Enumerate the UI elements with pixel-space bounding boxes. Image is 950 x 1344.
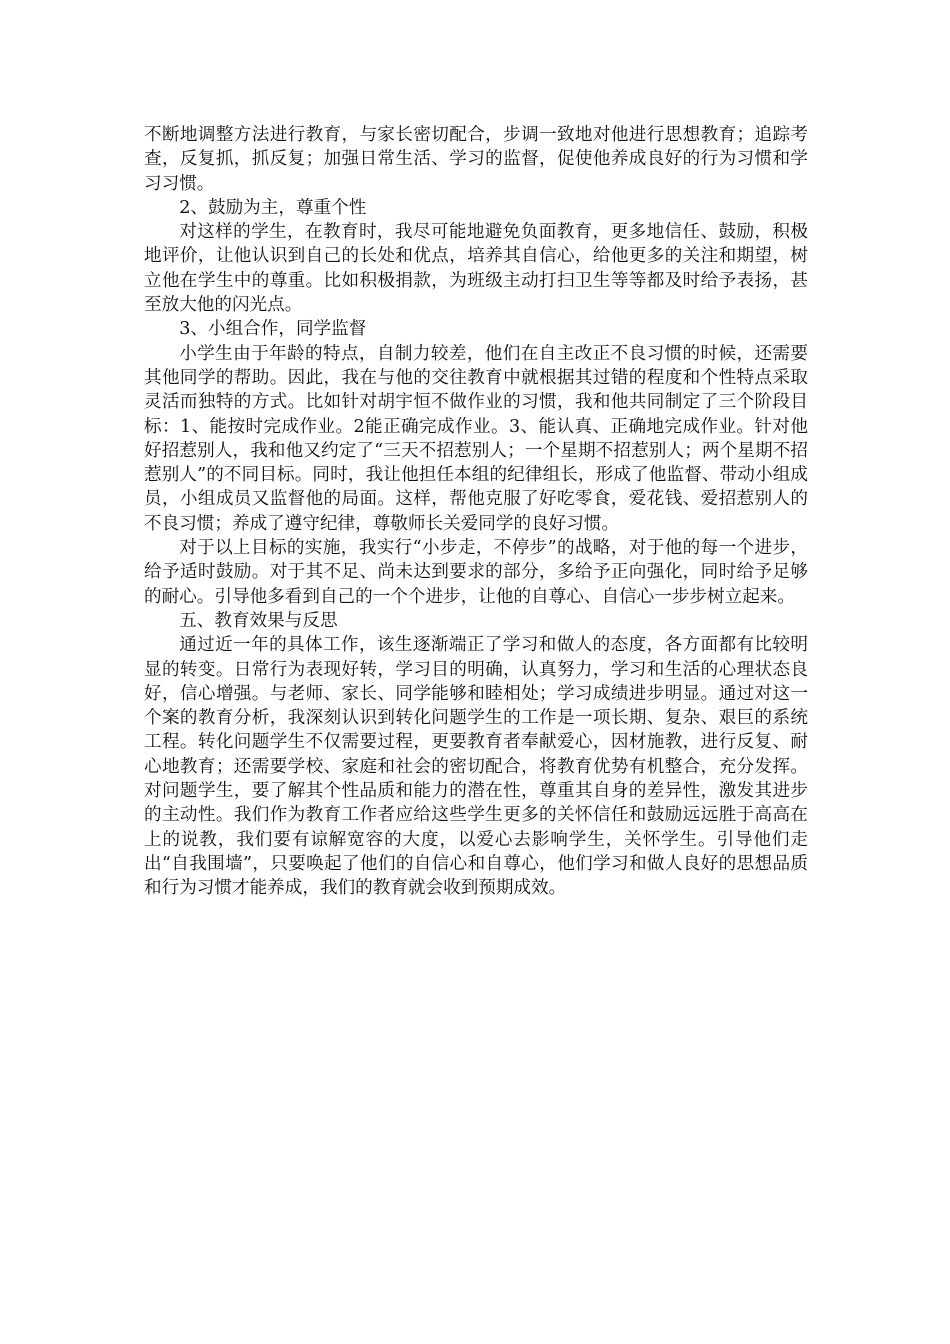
paragraph-encourage: 对这样的学生，在教育时，我尽可能地避免负面教育，更多地信任、鼓励，积极地评价，让他认识到自己的长处和优点，培养其自信心，给他更多的关注和期望，树立他在学生中的尊重。比如积极捐款，为班级主动打扫卫生等等都及时给予表扬，甚至放大他的闪光点。	[144, 222, 808, 316]
paragraph-continuation: 不断地调整方法进行教育，与家长密切配合，步调一致地对他进行思想教育；追踪考查，反复抓，抓反复；加强日常生活、学习的监督，促使他养成良好的行为习惯和学习习惯。	[144, 125, 808, 194]
document-page	[144, 123, 808, 901]
section-heading-results: 五、教育效果与反思	[179, 610, 338, 631]
section-heading-encourage: 2、鼓励为主，尊重个性	[179, 197, 367, 218]
paragraph-group: 小学生由于年龄的特点，自制力较差，他们在自主改正不良习惯的时候，还需要其他同学的帮助。因此，我在与他的交往教育中就根据其过错的程度和个性特点采取灵活而独特的方式。比如针对胡宇恒不做作业的习惯，我和他共同制定了三个阶段目标：1、能按时完成作业。2能正确完成作业。3、能认真、正确地完成作业。针对他好招惹别人，我和他又约定了“三天不招惹别人；一个星期不招惹别人；两个星期不招惹别人”的不同目标。同时，我让他担任本组的纪律组长，形成了他监督、带动小组成员，小组成员又监督他的局面。这样，帮他克服了好吃零食，爱花钱、爱招惹别人的不良习惯；养成了遵守纪律，尊敬师长关爱同学的良好习惯。	[144, 343, 808, 534]
section-heading-group: 3、小组合作，同学监督	[179, 319, 367, 340]
paragraph-small-steps: 对于以上目标的实施，我实行“小步走，不停步”的战略，对于他的每一个进步，给予适时鼓励。对于其不足、尚未达到要求的部分，多给予正向强化，同时给予足够的耐心。引导他多看到自己的一个个进步，让他的自尊心、自信心一步步树立起来。	[144, 538, 808, 607]
paragraph-results: 通过近一年的具体工作，该生逐渐端正了学习和做人的态度，各方面都有比较明显的转变。日常行为表现好转，学习目的明确，认真努力，学习和生活的心理状态良好，信心增强。与老师、家长、同学能够和睦相处；学习成绩进步明显。通过对这一个案的教育分析，我深刻认识到转化问题学生的工作是一项长期、复杂、艰巨的系统工程。转化问题学生不仅需要过程，更要教育者奉献爱心，因材施教，进行反复、耐心地教育；还需要学校、家庭和社会的密切配合，将教育优势有机整合，充分发挥。对问题学生，要了解其个性品质和能力的潜在性，尊重其自身的差异性，激发其进步的主动性。我们作为教育工作者应给这些学生更多的关怀信任和鼓励远远胜于高高在上的说教，我们要有谅解宽容的大度，以爱心去影响学生，关怀学生。引导他们走出“自我围墙”，只要唤起了他们的自信心和自尊心，他们学习和做人良好的思想品质和行为习惯才能养成，我们的教育就会收到预期成效。	[144, 635, 808, 899]
